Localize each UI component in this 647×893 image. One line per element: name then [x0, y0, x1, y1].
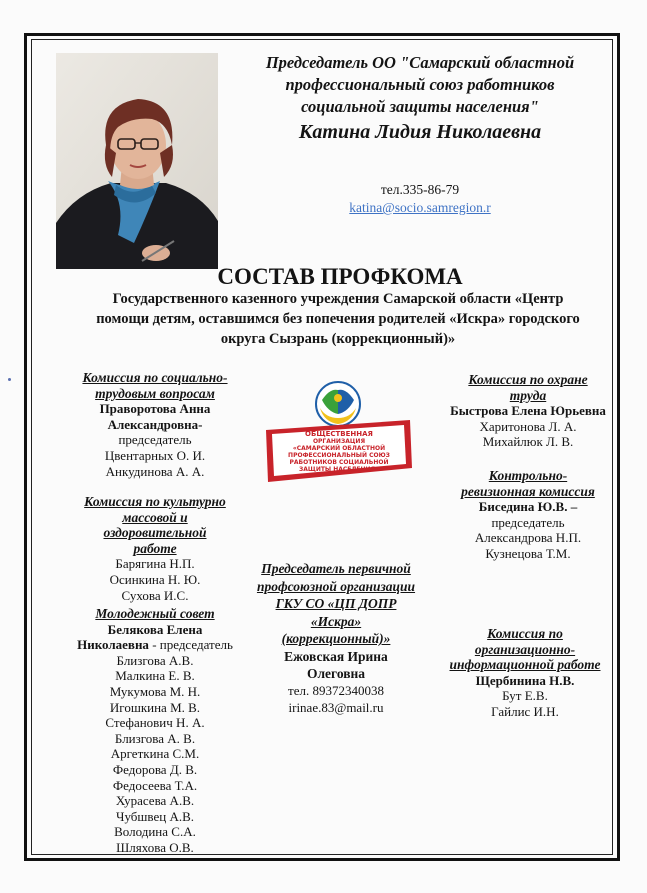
chairman-title-line-1: Председатель ОО "Самарский областной — [265, 53, 575, 72]
audit-commission — [438, 468, 618, 562]
primary-org-chair — [238, 560, 434, 716]
primary-org-email[interactable]: irinae.83@mail.ru — [288, 699, 384, 715]
logo-text-line-3: «САМАРСКИЙ ОБЛАСТНОЙ — [292, 445, 386, 452]
info-commission-members: Бут Е.В. Гайлис И.Н. — [491, 688, 559, 719]
logo-text-line-6: ЗАЩИТЫ НАСЕЛЕНИЯ» — [298, 466, 380, 473]
scan-speck — [8, 378, 11, 381]
labor-commission-heading: Комиссия по охране труда — [468, 372, 588, 403]
culture-commission-heading: Комиссия по культурно массовой и оздоровительной работе — [84, 494, 226, 556]
chairman-photo — [56, 53, 218, 269]
audit-commission-heading: Контрольно- ревизионная комиссия — [461, 468, 595, 499]
youth-council — [60, 606, 250, 856]
social-commission-heading: Комиссия по социально- трудовым вопросам — [82, 370, 228, 401]
chairman-contact — [300, 181, 540, 217]
union-logo — [262, 378, 414, 490]
logo-text-line-5: РАБОТНИКОВ СОЦИАЛЬНОЙ — [289, 459, 389, 466]
chairman-title-line-2: профессиональный союз работников — [285, 75, 555, 94]
labor-commission-chair: Быстрова Елена Юрьевна — [450, 403, 606, 419]
subtitle-line-2: помощи детям, оставшимся без попечения родителей «Искра» городского — [96, 311, 580, 327]
chairman-block — [232, 52, 608, 145]
chairman-name: Катина Лидия Николаевна — [298, 121, 542, 143]
logo-text-line-4: ПРОФЕССИОНАЛЬНЫЙ СОЮЗ — [288, 452, 390, 459]
labor-protection-commission — [438, 372, 618, 450]
chairman-email-link[interactable]: katina@socio.samregion.r — [349, 200, 491, 215]
social-commission-members: Цвентарных О. И. Анкудинова А. А. — [104, 447, 206, 479]
youth-council-role: - председатель — [148, 637, 233, 653]
labor-commission-members: Харитонова Л. А. Михайлюк Л. В. — [479, 418, 577, 450]
subtitle-line-1: Государственного казенного учреждения Самарской области «Центр — [112, 291, 564, 307]
primary-org-heading: Председатель первичной профсоюзной организации ГКУ СО «ЦП ДОПР «Искра» (коррекционный)» — [256, 561, 416, 646]
logo-text-line-2: ОРГАНИЗАЦИЯ — [312, 438, 366, 445]
logo-text-line-1: ОБЩЕСТВЕННАЯ — [305, 430, 373, 438]
youth-council-heading: Молодежный совет — [95, 606, 215, 621]
social-commission-chair: Праворотова Анна Александровна- — [99, 401, 211, 432]
social-commission — [60, 370, 250, 479]
page-title: СОСТАВ ПРОФКОМА — [217, 264, 463, 289]
social-commission-role: председатель — [118, 432, 192, 448]
culture-commission — [60, 494, 250, 603]
primary-org-chair-name: Ежовская Ирина Олеговна — [284, 648, 388, 681]
chairman-title-line-3: социальной защиты населения" — [301, 97, 539, 116]
audit-commission-chair: Биседина Ю.В. – — [478, 499, 578, 515]
subtitle-line-3: округа Сызрань (коррекционный)» — [220, 331, 456, 347]
info-commission-chair: Щербинина Н.В. — [475, 672, 575, 688]
primary-org-phone: тел. 89372340038 — [288, 682, 384, 698]
youth-council-members: Близгова А.В. Малкина Е. В. Мукумова М. Н. Игошкина М. В. Стефанович Н. А. Близгова А. В. Аргеткина С.М. Федорова Д. В. Федосеева Т.А. Хурасева А.В. Чубшвец А.В. Володина С.А. Шляхова О.В. — [105, 652, 205, 855]
info-commission-heading: Комиссия по организационно- информационной работе — [449, 626, 601, 673]
page-subtitle — [78, 289, 598, 349]
youth-council-chair: Белякова Елена Николаевна — [77, 621, 203, 653]
culture-commission-members: Барягина Н.П. Осинкина Н. Ю. Сухова И.С. — [109, 556, 201, 603]
audit-commission-members: председатель Александрова Н.П. Кузнецова Т.М. — [474, 514, 582, 561]
chairman-phone: тел.335-86-79 — [380, 182, 460, 197]
info-commission — [430, 626, 620, 720]
